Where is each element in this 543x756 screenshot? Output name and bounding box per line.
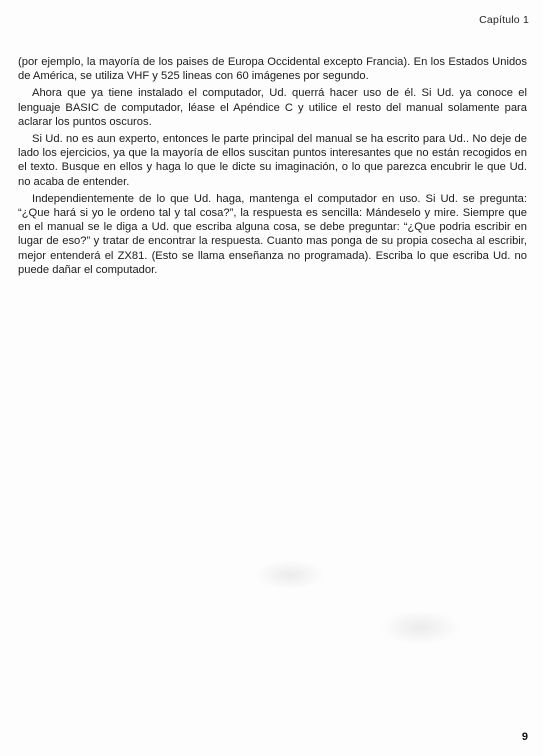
paragraph-1: (por ejemplo, la mayoría de los paises de Europa Occidental excepto Francia). En los Estados Unidos de América, se utiliza VHF y 525 lineas con 60 imágenes por segundo.: [18, 56, 527, 83]
body-text: [18, 55, 527, 280]
running-head: Capítulo 1: [479, 14, 529, 26]
page-number: 9: [521, 731, 528, 743]
paper-smudge: [380, 610, 460, 645]
paper-smudge: [255, 560, 325, 590]
paragraph-2: Ahora que ya tiene instalado el computador, Ud. querrá hacer uso de él. Si Ud. ya conoce el lenguaje BASIC de computador, léase el Apéndice C y utilice el resto del manual solamente para aclarar los puntos oscuros.: [18, 87, 527, 128]
paragraph-4: Independientemente de lo que Ud. haga, mantenga el computador en uso. Si Ud. se pregunta: “¿Que hará si yo le ordeno tal y tal cosa?”, la respuesta es sencilla: Mándeselo y mire. Siempre que en el manual se le diga a Ud. que escriba alguna cosa, se debe preguntar: “¿Que podria escribir en lugar de eso?” y tratar de encontrar la respuesta. Cuanto mas ponga de su propia cosecha al escribir, mejor entenderá el ZX81. (Esto se llama enseñanza no programada). Escriba lo que escriba Ud. no puede dañar el computador.: [18, 192, 527, 276]
paragraph-3: Si Ud. no es aun experto, entonces le parte principal del manual se ha escrito para Ud.. No deje de lado los ejercicios, ya que la mayoría de ellos suscitan puntos interesantes que no están recogidos en el texto. Busque en ellos y haga lo que le dicte su imaginación, o lo que parezca encubrir le que Ud. no acaba de entender.: [18, 133, 527, 188]
